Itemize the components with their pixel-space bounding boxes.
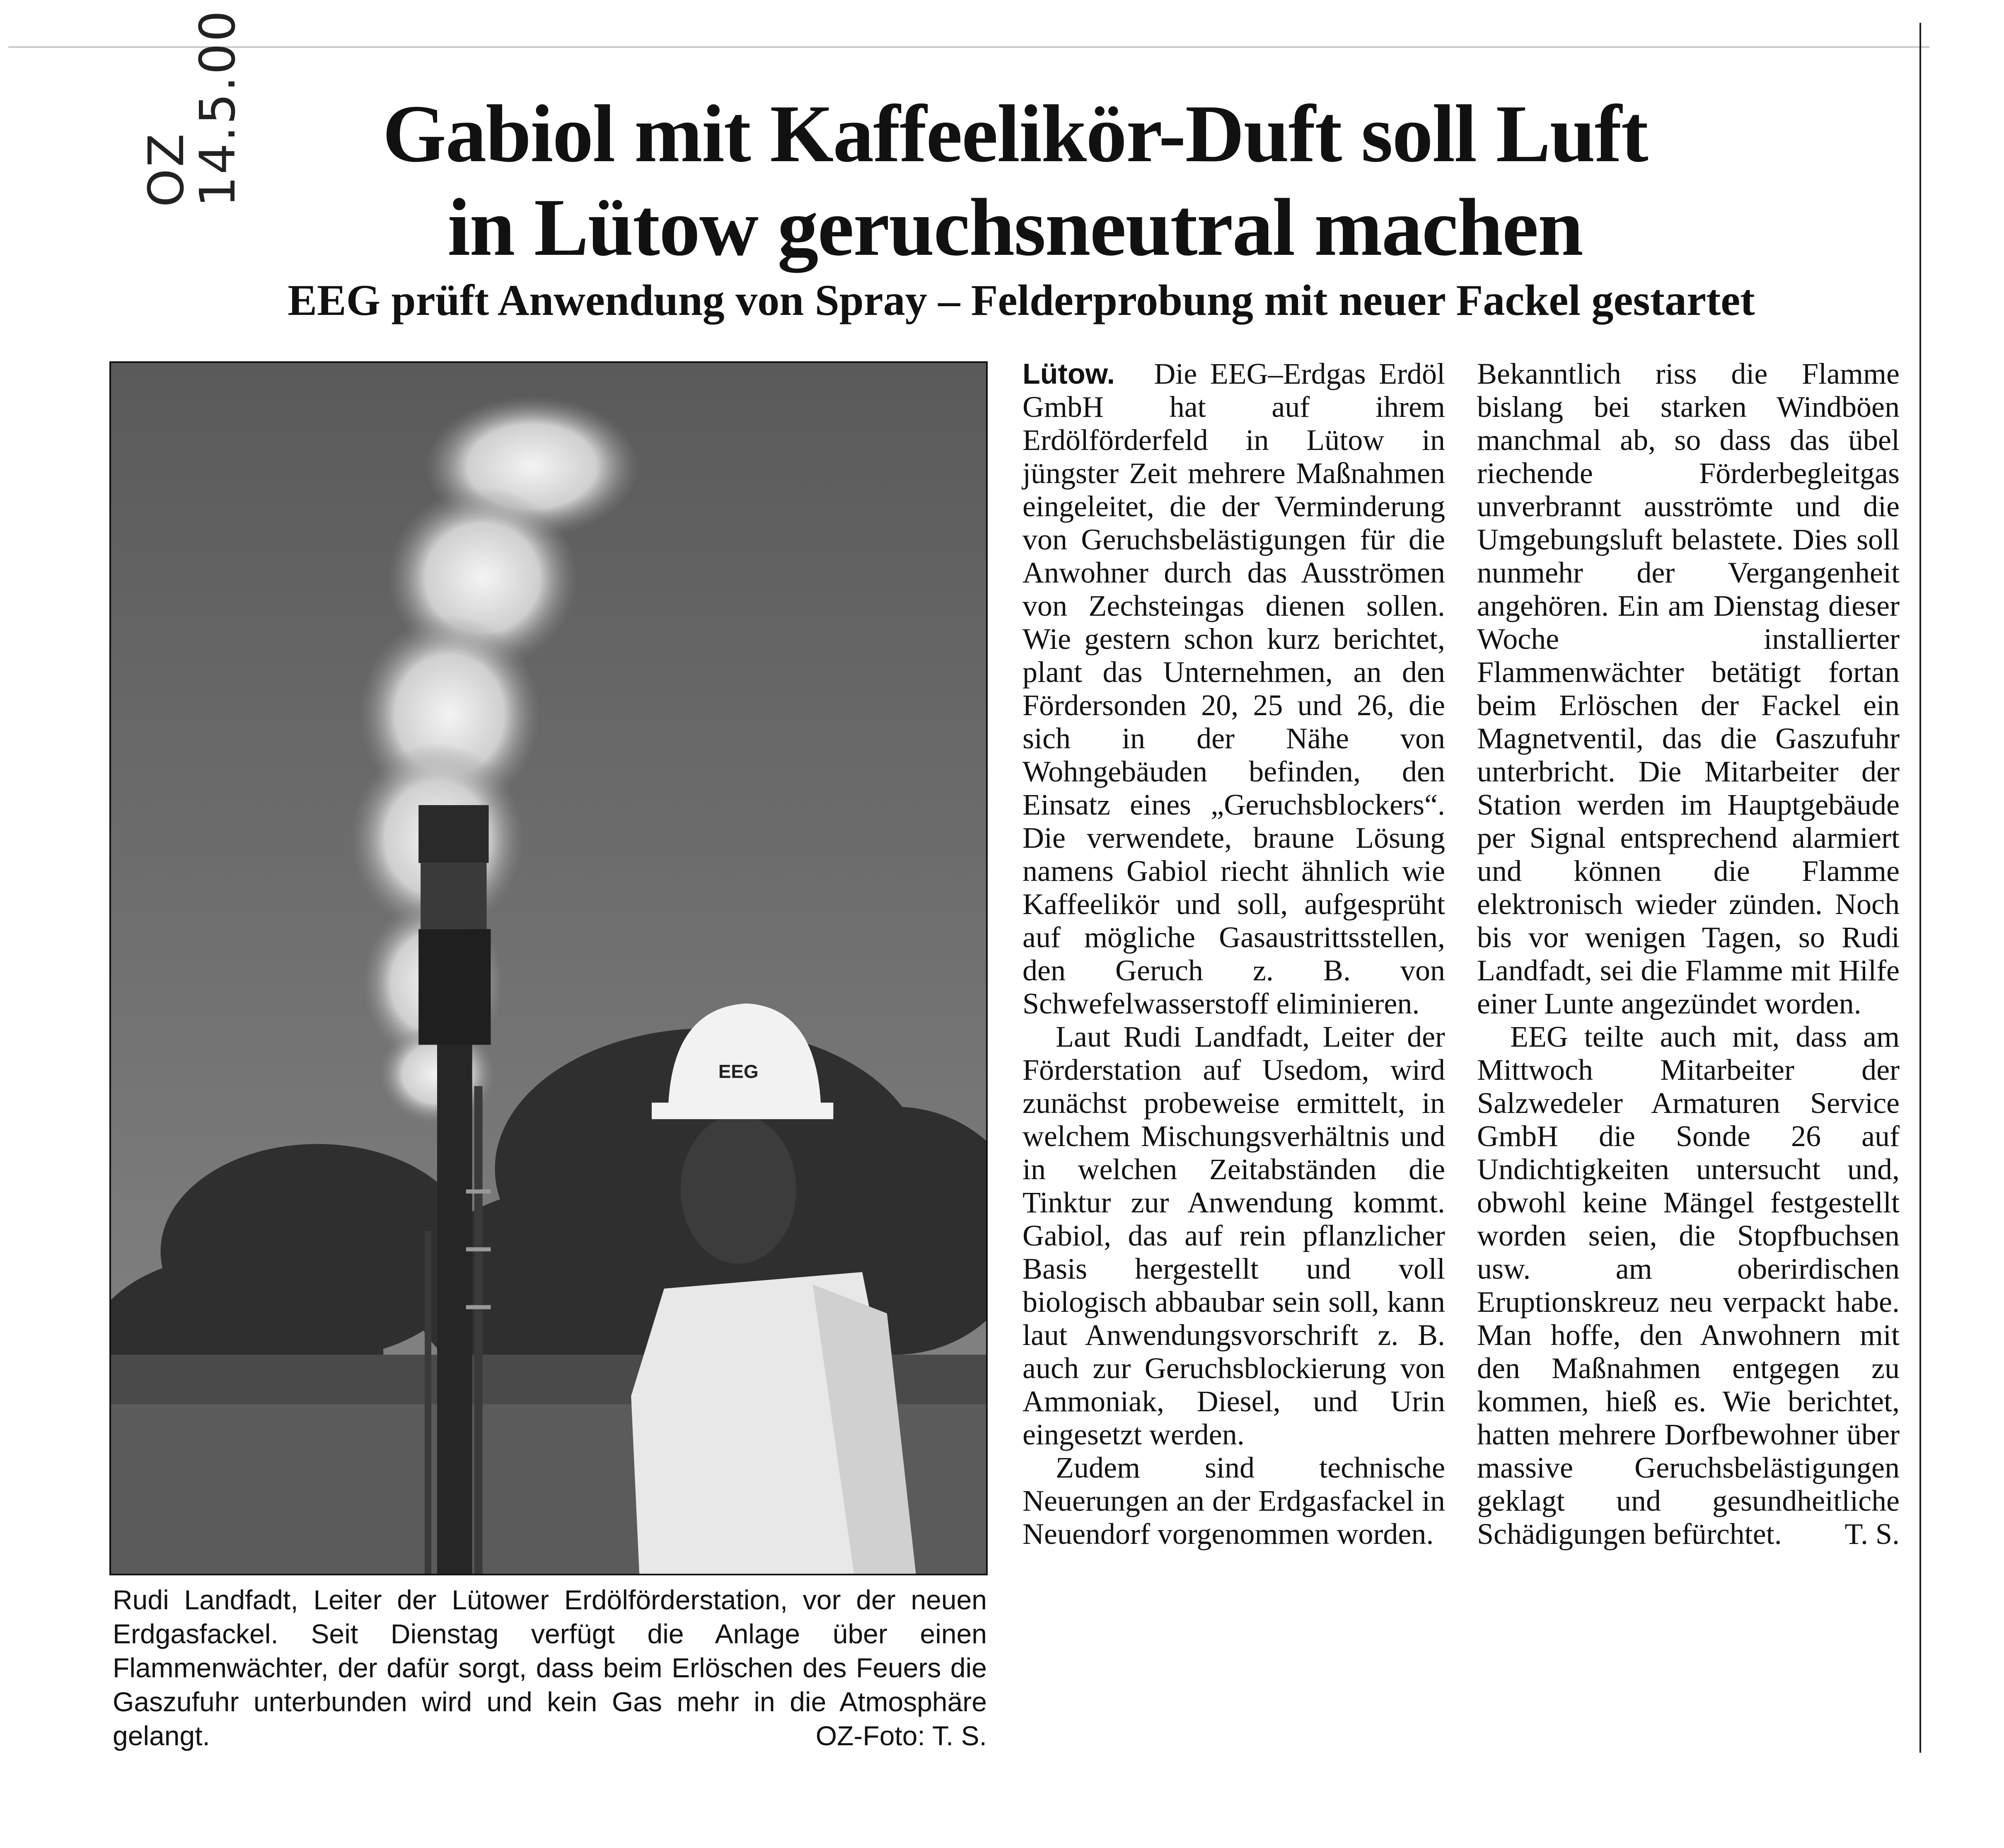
article-paragraph-4 (1477, 1020, 1900, 1550)
article-paragraph-1-text: Die EEG–Erdgas Erdöl GmbH hat auf ihrem Erdölförderfeld in Lütow in jüngster Zeit mehrere Maßnahmen eingeleitet, die der Verminderung von Geruchsbelästigungen für die Anwohner durch das Ausströmen von Zechsteingas dienen sollen. Wie gestern schon kurz berichtet, plant das Unternehmen, an den Fördersonden 20, 25 und 26, die sich in der Nähe von Wohngebäuden befinden, den Einsatz eines „Geruchsblockers“. Die verwendete, braune Lösung namens Gabiol riecht ähnlich wie Kaffeelikör und soll, aufgesprüht auf mögliche Gasaustrittsstellen, den Geruch z. B. von Schwefelwasserstoff eliminieren. (1023, 357, 1446, 1020)
headline-line-2: in Lütow geruchsneutral machen (447, 182, 1583, 273)
article-paragraph-2: Laut Rudi Landfadt, Leiter der Förderstation auf Usedom, wird zunächst probeweise ermittelt, in welchem Mischungsverhältnis und in welchen Zeitabständen die Tinktur zur Anwendung kommt. Gabiol, das auf rein pflanzlicher Basis hergestellt und voll biologisch abbaubar sein soll, kann laut Anwendungsvorschrift z. B. auch zur Geruchsblockierung von Ammoniak, Diesel, und Urin eingesetzt werden. (1023, 1020, 1445, 1451)
photo-caption (113, 1583, 987, 1753)
photo-helmet-text: EEG (718, 1060, 759, 1082)
handwritten-date-note (138, 9, 246, 207)
handwritten-date: 14.5.00 (189, 9, 246, 207)
photo-credit: OZ-Foto: T. S. (815, 1720, 987, 1751)
article-paragraph-1 (1023, 357, 1445, 1020)
caption-text: Rudi Landfadt, Leiter der Lütower Erdölförderstation, vor der neuen Erdgasfackel. Seit Dienstag verfügt die Anlage über einen Flammenwächter, der dafür sorgt, dass beim Erlöschen des Feuers die Gaszufuhr unterbunden wird und kein Gas mehr in die Atmosphäre gelangt. (113, 1584, 987, 1751)
article-paragraph-3-continued: Bekanntlich riss die Flamme bislang bei starken Windböen manchmal ab, so dass das übel riechende Förderbegleitgas unverbrannt ausströmte und die Umgebungsluft belastete. Dies soll nunmehr der Vergangenheit angehören. Ein am Dienstag dieser Woche installierter Flammenwächter betätigt fortan beim Erlöschen der Fackel ein Magnetventil, das die Gaszufuhr unterbricht. Die Mitarbeiter der Station werden im Hauptgebäude per Signal entsprechend alarmiert und können die Flamme elektronisch wieder zünden. Noch bis vor wenigen Tagen, so Rudi Landfadt, sei die Flamme mit Hilfe einer Lunte angezündet worden. (1477, 357, 1900, 1020)
handwritten-source: OZ (138, 132, 195, 207)
column-border-line (1919, 23, 1921, 1753)
article-column-1 (1023, 357, 1445, 1550)
article-headline (286, 87, 1744, 274)
article-signature: T. S. (1844, 1517, 1900, 1550)
scan-top-rule (8, 46, 1929, 48)
article-paragraph-3: Zudem sind technische Neuerungen an der Erdgasfackel in Neuendorf vorgenommen worden. (1023, 1451, 1445, 1550)
article-photo (109, 361, 988, 1575)
article-paragraph-4-text: EEG teilte auch mit, dass am Mittwoch Mitarbeiter der Salzwedeler Armaturen Service GmbH die Sonde 26 auf Undichtigkeiten untersucht und, obwohl keine Mängel festgestellt worden seien, die Stopfbuchsen usw. am oberirdischen Eruptionskreuz neu verpackt habe. Man hoffe, den Anwohnern mit den Maßnahmen entgegen zu kommen, hieß es. Wie berichtet, hatten mehrere Dorfbewohner über massive Geruchsbelästigungen geklagt und gesundheitliche Schädigungen befürchtet. (1477, 1020, 1900, 1550)
article-dateline: Lütow. (1023, 358, 1115, 390)
article-column-2 (1477, 357, 1900, 1550)
article-subheadline: EEG prüft Anwendung von Spray – Felderprobung mit neuer Fackel gestartet (288, 276, 1755, 324)
photo-illustration (111, 363, 986, 1574)
headline-line-1: Gabiol mit Kaffeelikör-Duft soll Luft (382, 88, 1648, 179)
